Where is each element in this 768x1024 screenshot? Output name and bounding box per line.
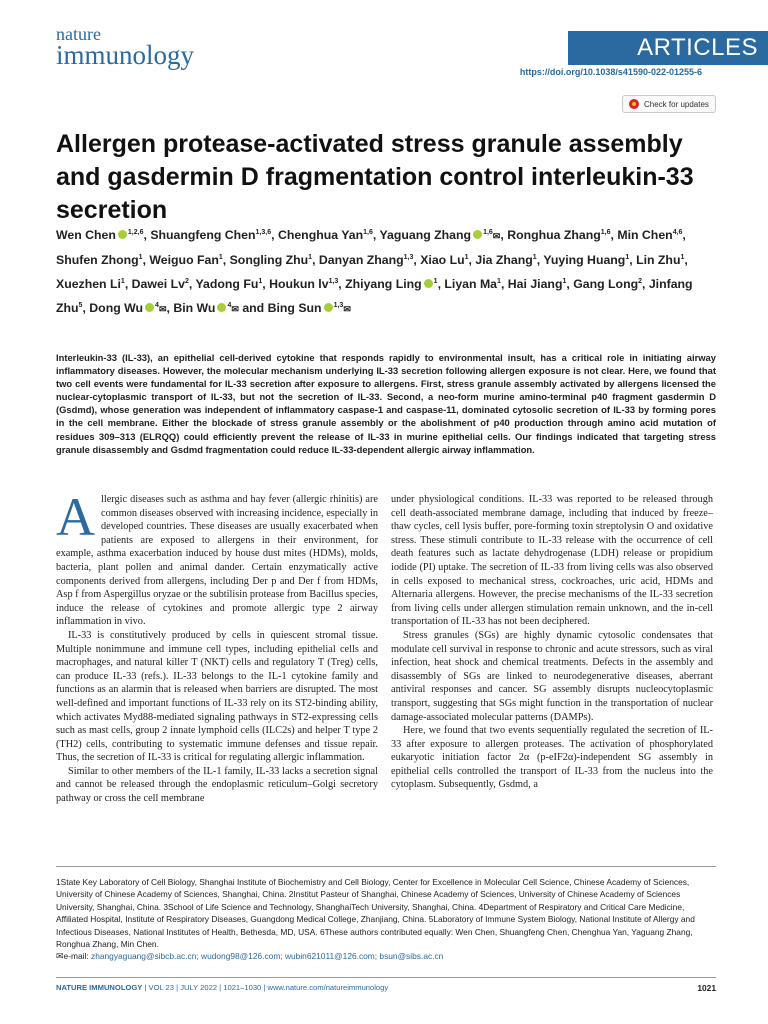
author-name[interactable]: Yuying Huang: [543, 253, 626, 268]
envelope-icon: ✉: [56, 951, 64, 962]
affiliations: 1State Key Laboratory of Cell Biology, Shanghai Institute of Biochemistry and Cell Biology, Center for Excellence in Molecular Cell Science, Chinese Academy of Sciences, University of Chinese Academy of Sciences, Shanghai, China. 2Institut Pasteur of Shanghai, Chinese Academy of Sciences, University of Chinese Academy of Sciences University, Shanghai, China. 3School of Life Science and Technology, ShanghaiTech University, Shanghai, China. 4Department of Respiratory and Critical Care Medicine, Affiliated Hospital, Institute of Respiratory Diseases, Guangdong Medical College, Zhanjiang, China. 5Laboratory of Immune System Biology, National Institute of Allergy and Infectious Diseases, National Institutes of Health, Bethesda, MD, USA. 6These authors contributed equally: Wen Chen, Shuangfeng Chen, Chenghua Yan, Yaguang Zhang, Ronghua Zhang, Min Chen.: [56, 877, 695, 950]
author-name[interactable]: Bin Wu: [173, 301, 216, 316]
author-name[interactable]: Houkun lv: [269, 277, 329, 292]
author-affiliation: 1: [138, 254, 143, 262]
orcid-icon[interactable]: [118, 230, 127, 239]
author-affiliation: 2: [184, 278, 189, 286]
author-name[interactable]: Zhiyang Ling: [345, 277, 422, 292]
author-affiliation: 1: [464, 254, 469, 262]
orcid-icon[interactable]: [324, 303, 333, 312]
author-affiliation: 4,6: [672, 229, 683, 236]
author-affiliation: 1,3: [403, 254, 414, 262]
paragraph: Here, we found that two events sequentially regulated the secretion of IL-33 after exposure to allergen proteases. The activation of phosphorylated eukaryotic initiation factor 2α (p-eIF2α)-independent SG assembly in epithelial cells controlled the transport of IL-33 from the nucleus into the cytoplasm. Subsequently, Gsdmd, a: [391, 725, 713, 791]
author-name[interactable]: Ronghua Zhang: [507, 228, 601, 243]
author-name[interactable]: Chenghua Yan: [277, 228, 364, 243]
crossmark-icon: [629, 99, 639, 109]
section-label: ARTICLES: [568, 31, 768, 65]
author-name[interactable]: Wen Chen: [56, 228, 116, 243]
author-name[interactable]: Shuangfeng Chen: [150, 228, 256, 243]
orcid-icon[interactable]: [473, 230, 482, 239]
email-line: [56, 950, 716, 962]
affiliations-footnote: [56, 866, 716, 963]
author-name[interactable]: Hai Jiang: [507, 277, 563, 292]
author-name[interactable]: Jinfang Zhu: [56, 277, 693, 316]
author-affiliation: 1,6: [363, 229, 373, 236]
paragraph: Stress granules (SGs) are highly dynamic cytosolic condensates that modulate cell survival in response to chronic and acute stressors, such as viral infection, heat shock and chemical treatments. Defects in the assembly and disassembly of SGs are linked to neurodegenerative diseases, aberrant antiviral responses and cancer. SG assembly disrupts nucleocytoplasmic transport, suggesting that SGs might function in the transportation of nuclear damage-associated molecular patterns (DAMPs).: [391, 629, 713, 723]
envelope-icon[interactable]: ✉: [343, 304, 351, 315]
author-name[interactable]: Dong Wu: [89, 301, 144, 316]
author-affiliation: 2: [638, 278, 642, 286]
envelope-icon[interactable]: ✉: [492, 231, 501, 242]
author-affiliation: 1: [497, 278, 501, 286]
paragraph: Similar to other members of the IL-1 family, IL-33 lacks a secretion signal and cannot be released through the endoplasmic reticulum–Golgi secretory pathway or cross the cell membrane: [56, 765, 378, 805]
author-name[interactable]: Yadong Fu: [195, 277, 259, 292]
author-affiliation: 1: [625, 254, 630, 262]
page-number: 1021: [697, 983, 716, 993]
page-footer: [56, 977, 716, 992]
author-affiliation: 1: [258, 278, 263, 286]
envelope-icon[interactable]: ✉: [231, 304, 239, 315]
author-affiliation: 1,6: [600, 229, 611, 236]
author-affiliation: 1,3: [333, 302, 344, 310]
author-affiliation: 4: [227, 302, 232, 310]
footer-journal: NATURE IMMUNOLOGY: [56, 983, 143, 992]
email-links[interactable]: zhangyaguang@sibcb.ac.cn; wudong98@126.com; wubin621011@126.com; bsun@sibs.ac.cn: [91, 951, 444, 962]
author-name[interactable]: Shufen Zhong: [56, 253, 139, 268]
paragraph: IL-33 is constitutively produced by cells in quiescent stromal tissue. Multiple nonimmune and immune cell types, including epithelial cells and macrophages, and natural killer T (NKT) cells and regulatory T (Treg) cells, can produce IL-33 (refs.). IL-33 belongs to the IL-1 cytokine family and functions as an alarmin that is released when barriers are disrupted. The most well-defined and important functions of IL-33 rely on its ST2-binding ability, which activates Myd88-mediated signaling pathways in ST2-expressing cells such as mast cells, group 2 innate lymphoid cells (ILC2s) and helper T type 2 (TH2) cells, contributing to systematic immune defenses and tissue repair. Thus, the secretion of IL-33 is critical for regulating allergic inflammation.: [56, 629, 378, 764]
author-affiliation: 1: [120, 278, 125, 286]
orcid-icon[interactable]: [145, 303, 154, 312]
author-name[interactable]: Yaguang Zhang: [379, 228, 472, 243]
author-affiliation: 1: [308, 254, 313, 262]
author-name[interactable]: Danyan Zhang: [318, 253, 404, 268]
author-name[interactable]: Lin Zhu: [636, 253, 681, 268]
author-name[interactable]: Weiguo Fan: [149, 253, 219, 268]
paragraph: Allergic diseases such as asthma and hay fever (allergic rhinitis) are common diseases observed with increasing incidence, especially in developed countries. These diseases are usually exacerbated when patients are exposed to allergens in their environment, for example, asthma exacerbation induced by house dust mites (HDMs), molds, bacteria, plant pollen and animal dander. Certain enzymatically active components derived from allergens, including Der p and Der f from HDMs, Asp f from Aspergillus oryzae or the subtilisin protease from Bacillus species, induce the release of cytokines and promote allergic type 2 airway inflammation in vivo.: [56, 487, 378, 628]
envelope-icon[interactable]: ✉: [158, 304, 167, 315]
author-name[interactable]: Min Chen: [617, 228, 673, 243]
orcid-icon[interactable]: [217, 303, 226, 312]
author-name[interactable]: Dawei Lv: [131, 277, 185, 292]
author-affiliation: 1,3: [328, 278, 339, 286]
author-affiliation: 1: [680, 254, 685, 262]
author-affiliation: 1: [433, 278, 438, 286]
journal-logo-line2: immunology: [56, 40, 195, 70]
footer-url[interactable]: www.nature.com/natureimmunology: [267, 983, 389, 992]
author-name[interactable]: Liyan Ma: [444, 277, 498, 292]
email-label: e-mail:: [63, 951, 89, 962]
doi-link[interactable]: https://doi.org/10.1038/s41590-022-01255-6: [519, 67, 702, 77]
journal-logo[interactable]: [56, 26, 194, 68]
author-affiliation: 1: [532, 254, 537, 262]
author-name[interactable]: Gang Long: [573, 277, 639, 292]
check-updates-label: Check for updates: [644, 99, 709, 109]
author-affiliation: 1: [218, 254, 223, 262]
dropcap: A: [56, 487, 95, 547]
author-list: Wen Chen $^{1,2,6}$, Shuangfeng Chen$^{1,3,6}$, Chenghua Yan$^{1,6}$, Yaguang Zhang $^{1,6}$✉, Ronghua Zhang$^{1,6}$, Min Chen$^{4,6}$, Shufen Zhong$^1$, Weiguo Fan$^1$, Songling Zhu$^1$, Danyan Zhang$^{1,3}$, Xiao Lu$^1$, Jia Zhang$^1$, Yuying Huang$^1$, Lin Zhu$^1$, Xuezhen Li$^1$, Dawei Lv$^2$, Yadong Fu$^1$, Houkun lv$^{1,3}$, Zhiyang Ling $^1$, Liyan Ma$^1$, Hai Jiang$^1$, Gang Long$^2$, Jinfang Zhu$^5$, Dong Wu $^4$✉, Bin Wu $^4$✉ and Bing Sun $^{1,3}$✉: [56, 228, 693, 316]
abstract: Interleukin-33 (IL-33), an epithelial cell-derived cytokine that responds rapidly to environmental insult, has a critical role in initiating airway inflammatory diseases. However, the molecular mechanism underlying IL-33 secretion following allergen exposure is not clear. Here, we found that two cell events were fundamental for IL-33 secretion after exposure to allergens. First, stress granule assembly activated by allergens licensed the nuclear-cytoplasmic transport of IL-33, but not the secretion of IL-33. Second, a neo-form murine amino-terminal p40 fragment gasdermin D (Gsdmd), whose generation was independent of inflammatory caspase-1 and caspase-11, dominated cytosolic secretion of IL-33 by forming pores in the cell membrane. Either the blockade of stress granule assembly or the abolishment of p40 production through amino acid mutation of residues 309–313 (ELRQQ) could efficiently prevent the release of IL-33 in murine epithelial cells. Our findings indicated that targeting stress granule disassembly and Gsdmd fragmentation could reduce IL-33-dependent allergic airway inflammation.: [56, 352, 716, 455]
author-affiliation: 1,3,6: [255, 229, 272, 236]
author-name[interactable]: Jia Zhang: [475, 253, 533, 268]
author-name[interactable]: Bing Sun: [267, 301, 322, 316]
check-updates-button[interactable]: [622, 95, 716, 113]
orcid-icon[interactable]: [424, 279, 433, 288]
author-affiliation: 4: [155, 302, 159, 310]
paragraph: under physiological conditions. IL-33 was reported to be released through cell death-associated membrane damage, including that induced by freeze–thaw cycles, cell lysis buffer, pore-forming toxin streptolysin O and oxidative stress. These stimuli contribute to IL-33 release with the occurrence of cell death features such as lactate dehydrogenase (LDH) release or propidium iodide (PI) uptake. The secretion of IL-33 from living cells was also observed in cells exposed to mechanical stress, cockroaches, uric acid, HDMs and Alternaria allergens. However, the precise mechanisms of the IL-33 secretion from living cells under allergen stimulation remain unknown, and the in-cell transportation of IL-33 has not been deciphered.: [391, 494, 713, 628]
author-name[interactable]: Xuezhen Li: [56, 277, 121, 292]
author-name[interactable]: Xiao Lu: [420, 253, 465, 268]
article-title: Allergen protease-activated stress granule assembly and gasdermin D fragmentation control interleukin-33 secretion: [56, 130, 694, 224]
body-column-right: [391, 493, 713, 792]
footer-issue: | VOL 23 | JULY 2022 | 1021–1030 |: [142, 983, 268, 992]
author-name[interactable]: Songling Zhu: [229, 253, 309, 268]
journal-logo-line1: nature: [56, 24, 101, 44]
body-column-left: [56, 487, 378, 806]
author-affiliation: 1,2,6: [127, 229, 144, 236]
author-affiliation: 1: [562, 278, 567, 286]
author-affiliation: 1,6: [483, 229, 493, 236]
author-affiliation: 5: [78, 302, 83, 310]
